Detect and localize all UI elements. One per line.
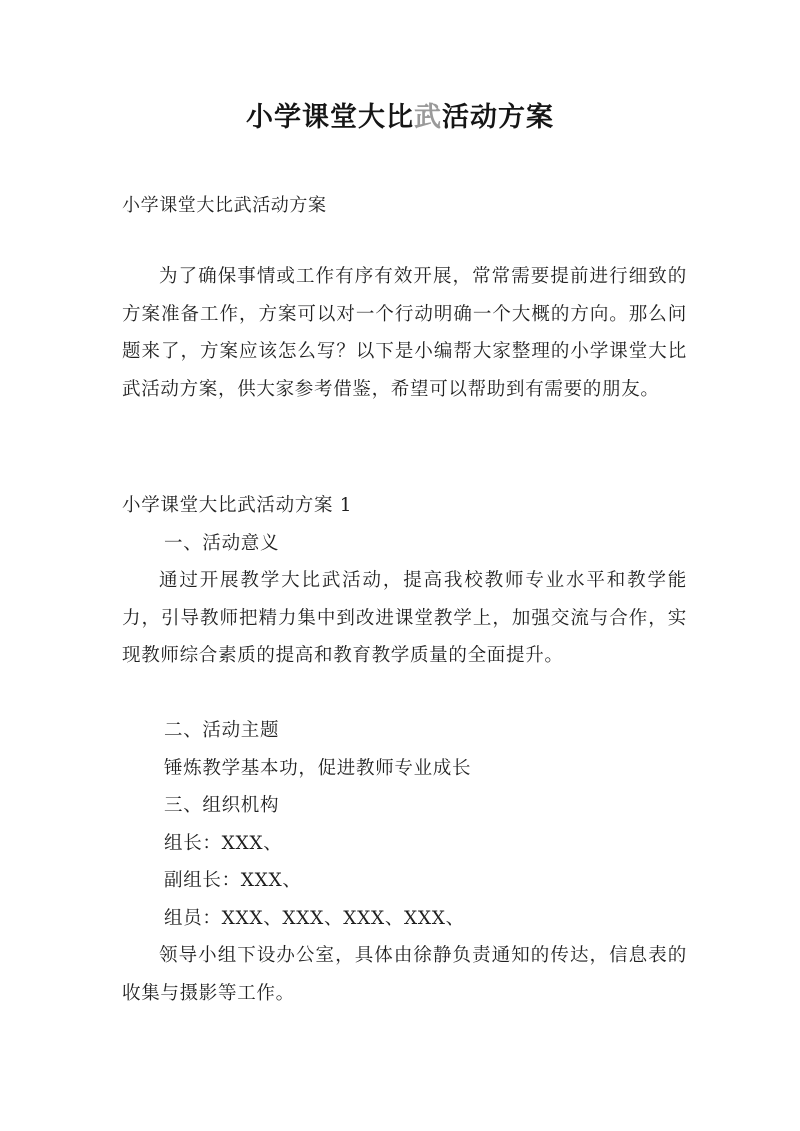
heading-activity-theme: 二、活动主题	[164, 720, 280, 741]
members-line: 组员：XXX、XXX、XXX、XXX、	[164, 908, 465, 929]
vice-leader-line: 副组长：XXX、	[164, 870, 302, 891]
leader-line: 组长：XXX、	[164, 833, 283, 854]
office-note-paragraph: 领导小组下设办公室，具体由徐静负责通知的传达，信息表的收集与摄影等工作。	[122, 945, 687, 1004]
activity-meaning-paragraph: 通过开展教学大比武活动，提高我校教师专业水平和教学能力，引导教师把精力集中到改进课堂教学上，加强交流与合作，实现教师综合素质的提高和教育教学质量的全面提升。	[122, 570, 687, 666]
title-main-text: 小学课堂大比	[246, 102, 414, 133]
heading-activity-meaning: 一、活动意义	[164, 533, 280, 554]
intro-paragraph: 为了确保事情或工作有序有效开展，常常需要提前进行细致的方案准备工作，方案可以对一个行动明确一个大概的方向。那么问题来了，方案应该怎么写？以下是小编帮大家整理的小学课堂大比武活动方案，供大家参考借鉴，希望可以帮助到有需要的朋友。	[122, 266, 687, 400]
activity-theme-text: 锤炼教学基本功，促进教师专业成长	[164, 758, 472, 779]
document-subtitle: 小学课堂大比武活动方案	[122, 195, 327, 216]
title-faded-char: 武	[414, 102, 442, 133]
document-title	[0, 98, 800, 138]
heading-organization: 三、组织机构	[164, 795, 280, 816]
section-title: 小学课堂大比武活动方案 1	[122, 495, 353, 516]
title-tail-text: 活动方案	[442, 102, 554, 133]
